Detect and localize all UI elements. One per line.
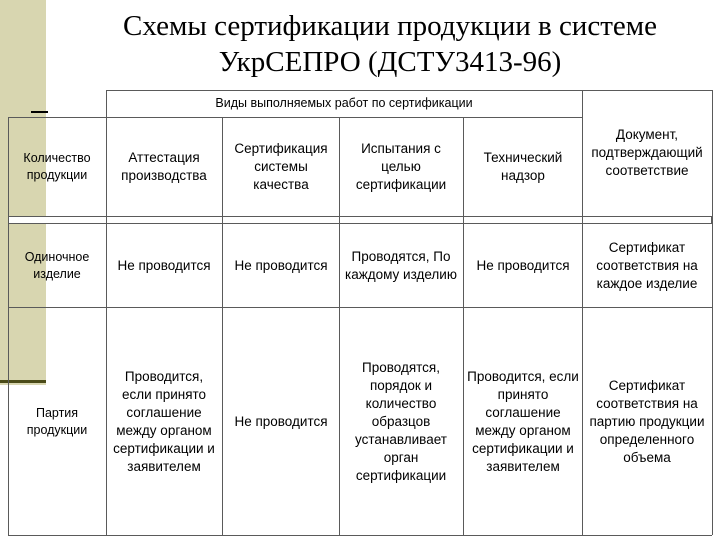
row2-supervision: Проводится, если принято соглашение между органом сертификации и заявителем: [467, 368, 579, 474]
header-supervision: Технический надзор: [483, 150, 563, 183]
title-line-1: Схемы сертификации продукции в системе: [123, 10, 657, 42]
row2-attestation: Проводится, если принято соглашение между органом сертификации и заявителем: [113, 368, 215, 474]
title-line-2: УкрСЕПРО (ДСТУ3413-96): [218, 46, 562, 78]
row2-testing: Проводятся, порядок и количество образцов устанавливает орган сертификации: [355, 359, 447, 483]
row2-document: Сертификат соответствия на партию продукции определенного объема: [589, 377, 705, 465]
row1-quality-system: Не проводится: [234, 257, 328, 273]
group-header-works: Виды выполняемых работ по сертификации: [215, 96, 473, 110]
table-right-border: [712, 90, 713, 535]
column-divider-5: [582, 90, 583, 535]
row1-supervision: Не проводится: [476, 257, 570, 273]
column-divider-1: [106, 90, 107, 535]
row1-document: Сертификат соответствия на каждое изделие: [596, 239, 698, 291]
header-attestation: Аттестация производства: [121, 150, 207, 183]
header-testing: Испытания с целью сертификации: [355, 141, 447, 192]
column-divider-3: [339, 117, 340, 535]
row1-testing: Проводятся, По каждому изделию: [345, 248, 457, 282]
column-divider-4: [463, 117, 464, 535]
header-separator-band: [8, 216, 712, 224]
row1-quantity: Одиночное изделие: [24, 249, 90, 281]
row1-attestation: Не проводится: [117, 257, 211, 273]
row2-quantity: Партия продукции: [26, 405, 88, 437]
header-quantity: Количество продукции: [23, 151, 91, 182]
column-divider-2: [222, 117, 223, 535]
header-document: Документ, подтверждающий соответствие: [591, 127, 703, 178]
header-quality-system: Сертификация системы качества: [234, 141, 328, 192]
row2-quality-system: Не проводится: [234, 413, 328, 429]
slide-title: [90, 8, 690, 80]
table-bottom-border: [8, 535, 712, 536]
header-dash: [31, 111, 48, 113]
